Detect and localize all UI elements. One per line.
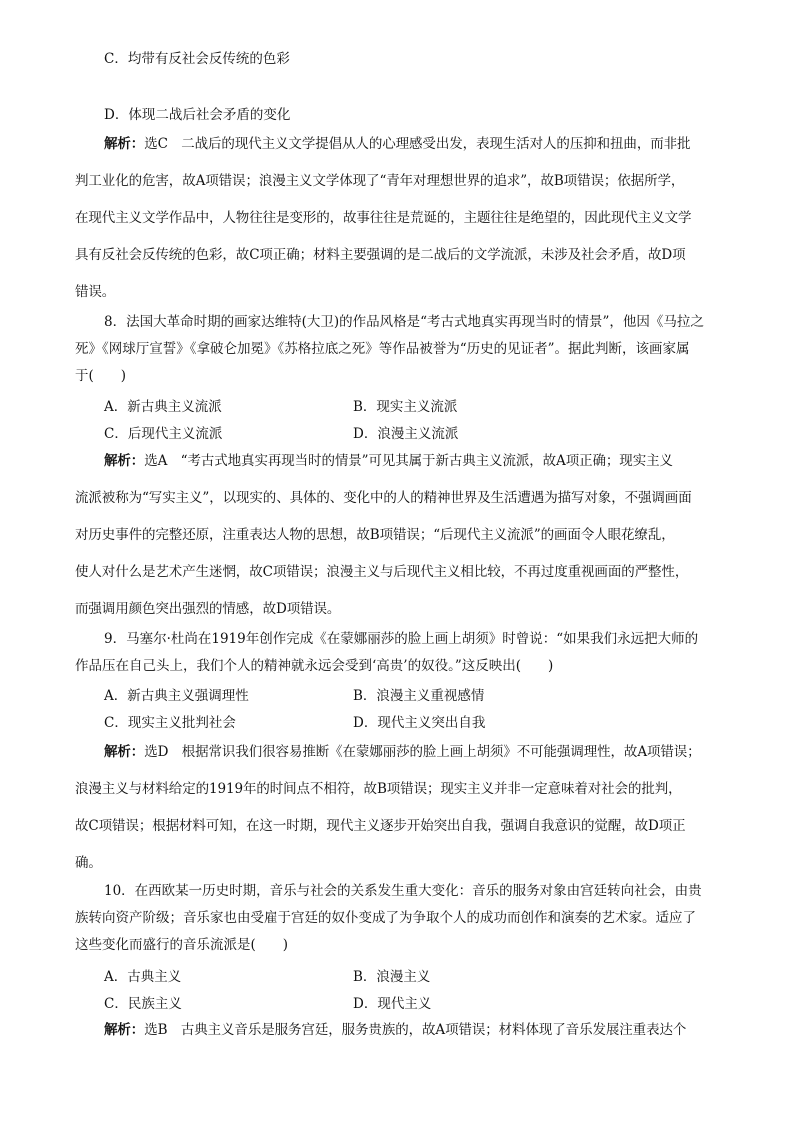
- q8-option-b: B．现实主义流派: [353, 399, 458, 415]
- stem-line: 10．在西欧某一历史时期，音乐与社会的关系发生重大变化：音乐的服务对象由宫廷转向社会，由贵: [104, 883, 702, 899]
- q7-analysis: [75, 126, 725, 311]
- q10-option-c: C．民族主义: [104, 996, 182, 1012]
- analysis-line: 流派被称为“写实主义”，以现实的、具体的、变化中的人的精神世界及生活遭遇为描写对象，不强调画面: [75, 490, 692, 506]
- analysis-line: 浪漫主义与材料给定的1919年的时间点不相符，故B项错误；现实主义并非一定意味着对社会的批判，: [75, 781, 682, 797]
- stem-line: 作品压在自己头上，我们个人的精神就永远会受到‘高贵’的奴役。”这反映出( ): [75, 658, 554, 674]
- q9-stem: [75, 626, 725, 680]
- q9-analysis: [75, 734, 725, 882]
- q10-option-d: D．现代主义: [353, 996, 432, 1012]
- stem-line: 8．法国大革命时期的画家达维特(大卫)的作品风格是“考古式地真实再现当时的情景”，他因《马拉之: [104, 314, 704, 330]
- analysis-label: 解析：: [104, 1022, 145, 1038]
- q8-analysis: [75, 443, 725, 628]
- analysis-line: 而强调用颜色突出强烈的情感，故D项错误。: [75, 601, 341, 617]
- analysis-label: 解析：: [104, 744, 145, 760]
- stem-line: 9．马塞尔·杜尚在1919年创作完成《在蒙娜丽莎的脸上画上胡须》时曾说：“如果我们永远把大师的: [104, 631, 699, 647]
- analysis-line: 解析：选C 二战后的现代主义文学提倡从人的心理感受出发，表现生活对人的压抑和扭曲，而非批: [104, 136, 691, 152]
- q9-option-a: A．新古典主义强调理性: [104, 688, 249, 704]
- analysis-line: 确。: [75, 855, 102, 871]
- analysis-label: 解析：: [104, 453, 145, 469]
- analysis-line: 在现代主义文学作品中，人物往往是变形的，故事往往是荒诞的，主题往往是绝望的，因此现代主义文学: [75, 210, 692, 226]
- q10-option-a: A．古典主义: [104, 969, 182, 985]
- q9-option-d: D．现代主义突出自我: [353, 715, 486, 731]
- stem-line: 于( ): [75, 368, 127, 384]
- q8-option-c: C．后现代主义流派: [104, 426, 223, 442]
- analysis-line: 使人对什么是艺术产生迷惘，故C项错误；浪漫主义与后现代主义相比较，不再过度重视画面的严整性，: [75, 564, 689, 580]
- q10-analysis: [75, 1012, 725, 1049]
- q7-option-d: D．体现二战后社会矛盾的变化: [104, 107, 291, 123]
- q10-stem: [75, 878, 725, 959]
- analysis-line: 故C项错误；根据材料可知，在这一时期，现代主义逐步开始突出自我，强调自我意识的觉醒，故D项正: [75, 818, 686, 834]
- q10-option-b: B．浪漫主义: [353, 969, 431, 985]
- stem-line: 这些变化而盛行的音乐流派是( ): [75, 937, 289, 953]
- stem-line: 死》《网球厅宣誓》《拿破仑加冕》《苏格拉底之死》等作品被誉为“历史的见证者”。据此判断，该画家属: [75, 341, 690, 357]
- q9-option-b: B．浪漫主义重视感情: [353, 688, 485, 704]
- analysis-line: 解析：选B 古典主义音乐是服务宫廷，服务贵族的，故A项错误；材料体现了音乐发展注重表达个: [104, 1022, 687, 1038]
- q8-option-a: A．新古典主义流派: [104, 399, 222, 415]
- stem-line: 族转向资产阶级；音乐家也由受雇于宫廷的奴仆变成了为争取个人的成功而创作和演奏的艺术家。适应了: [75, 910, 696, 926]
- q7-option-c: C．均带有反社会反传统的色彩: [104, 51, 290, 67]
- q8-option-d: D．浪漫主义流派: [353, 426, 459, 442]
- analysis-line: 错误。: [75, 284, 116, 300]
- q8-stem: [75, 309, 725, 390]
- analysis-line: 判工业化的危害，故A项错误；浪漫主义文学体现了“青年对理想世界的追求”，故B项错误；依据所学，: [75, 173, 685, 189]
- analysis-line: 解析：选D 根据常识我们很容易推断《在蒙娜丽莎的脸上画上胡须》不可能强调理性，故A项错误；: [104, 744, 701, 760]
- q9-option-c: C．现实主义批判社会: [104, 715, 236, 731]
- analysis-line: 解析：选A “考古式地真实再现当时的情景”可见其属于新古典主义流派，故A项正确；现实主义: [104, 453, 673, 469]
- analysis-label: 解析：: [104, 136, 145, 152]
- analysis-line: 对历史事件的完整还原，注重表达人物的思想，故B项错误；“后现代主义流派”的画面令人眼花缭乱，: [75, 527, 675, 543]
- analysis-line: 具有反社会反传统的色彩，故C项正确；材料主要强调的是二战后的文学流派，未涉及社会矛盾，故D项: [75, 247, 686, 263]
